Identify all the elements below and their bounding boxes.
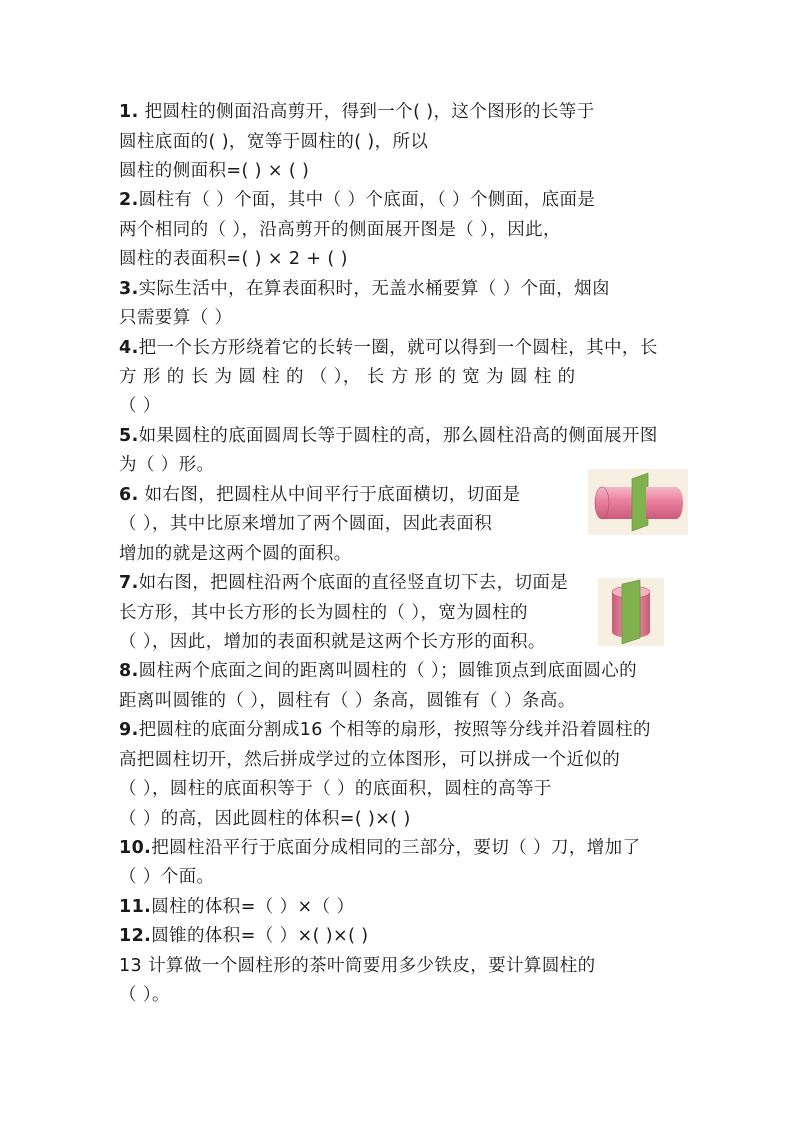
cylinder-vertical-cut-icon <box>598 578 664 646</box>
cylinder-right-half <box>646 487 683 519</box>
question-9-line-2 <box>119 745 620 775</box>
question-text: 把一个长方形绕着它的长转一圈，就可以得到一个圆柱，其中，长 <box>138 338 658 358</box>
question-text: 圆柱的体积=（ ）×（ ） <box>151 897 355 917</box>
question-number: 10. <box>119 838 152 858</box>
question-text: （ ）的高，因此圆柱的体积=( )×( ) <box>119 809 411 829</box>
question-9-line-4 <box>119 804 411 834</box>
question-number: 8. <box>119 661 139 681</box>
question-text: 把圆柱沿平行于底面分成相同的三部分，要切（ ）刀，增加了 <box>151 838 641 858</box>
cut-plane <box>622 580 640 644</box>
question-text: 高把圆柱切开，然后拼成学过的立体图形，可以拼成一个近似的 <box>119 750 621 770</box>
question-6-line-2 <box>119 509 492 539</box>
question-text: （ ） <box>119 396 161 416</box>
question-8-line-1 <box>119 656 637 686</box>
question-7-line-3 <box>119 627 546 657</box>
question-text: （ ），因此，增加的表面积就是这两个长方形的面积。 <box>119 632 546 652</box>
question-text: （ ），其中比原来增加了两个圆面，因此表面积 <box>119 514 493 534</box>
question-5-line-1 <box>119 421 658 451</box>
cylinder-vertical-cut-svg <box>598 578 664 646</box>
question-3-line-2 <box>119 303 232 333</box>
question-9-line-3 <box>119 774 552 804</box>
question-text: 圆柱的侧面积=( ) × ( ) <box>119 161 310 181</box>
question-text: （ ），圆柱的底面积等于（ ）的底面积，圆柱的高等于 <box>119 779 552 799</box>
question-text: 距离叫圆锥的（ ），圆柱有（ ）条高，圆锥有（ ）条高。 <box>119 691 576 711</box>
question-number: 7. <box>119 573 139 593</box>
question-text: 把圆柱的侧面沿高剪开，得到一个( )，这个图形的长等于 <box>138 102 595 122</box>
question-2-line-3 <box>119 244 348 274</box>
question-text: （ ）个面。 <box>119 867 215 887</box>
question-1-line-3 <box>119 156 309 186</box>
question-13-line-2 <box>119 980 170 1010</box>
question-10-line-2 <box>119 862 214 892</box>
question-5-line-2 <box>119 450 214 480</box>
question-text: 圆柱底面的( )，宽等于圆柱的( )，所以 <box>119 132 429 152</box>
question-9-line-1 <box>119 715 651 745</box>
question-number: 6. <box>119 485 139 505</box>
question-text: 圆柱两个底面之间的距离叫圆柱的（ ）；圆锥顶点到底面圆心的 <box>138 661 638 681</box>
question-text: 实际生活中，在算表面积时，无盖水桶要算（ ）个面，烟囱 <box>138 279 610 299</box>
question-text: 如果圆柱的底面圆周长等于圆柱的高，那么圆柱沿高的侧面展开图 <box>138 426 658 446</box>
cylinder-left-half <box>595 487 634 519</box>
question-1-line-1 <box>119 97 595 127</box>
question-6-line-3 <box>119 539 352 569</box>
cylinder-horizontal-cut-icon <box>588 469 688 535</box>
question-text: 13 计算做一个圆柱形的茶叶筒要用多少铁皮，要计算圆柱的 <box>119 956 596 976</box>
question-4-line-3 <box>119 391 161 421</box>
question-number: 9. <box>119 720 139 740</box>
cylinder-horizontal-cut-svg <box>588 469 688 535</box>
question-number: 12. <box>119 926 152 946</box>
question-6-line-1 <box>119 480 521 510</box>
question-number: 11. <box>119 897 152 917</box>
question-text: 方 形 的 长 为 圆 柱 的 （ ）， 长 方 形 的 宽 为 圆 柱 的 <box>119 367 576 387</box>
question-text: 如右图，把圆柱从中间平行于底面横切，切面是 <box>138 485 521 505</box>
question-4-line-2 <box>119 362 576 392</box>
question-text: 把圆柱的底面分割成16 个相等的扇形，按照等分线并沿着圆柱的 <box>138 720 651 740</box>
question-text: 长方形，其中长方形的长为圆柱的（ ），宽为圆柱的 <box>119 603 528 623</box>
question-text: 如右图，把圆柱沿两个底面的直径竖直切下去，切面是 <box>138 573 569 593</box>
question-4-line-1 <box>119 333 658 363</box>
question-11-line-1 <box>119 892 354 922</box>
question-text: 为（ ）形。 <box>119 455 215 475</box>
question-text: 圆柱有（ ）个面，其中（ ）个底面，（ ）个侧面，底面是 <box>138 190 596 210</box>
question-text: 两个相同的（ ），沿高剪开的侧面展开图是（ ），因此， <box>119 220 561 240</box>
question-7-line-1 <box>119 568 568 598</box>
question-text: 只需要算（ ） <box>119 308 233 328</box>
question-text: 圆柱的表面积=( ) × 2 + ( ) <box>119 249 348 269</box>
question-number: 4. <box>119 338 139 358</box>
question-7-line-2 <box>119 598 528 628</box>
question-8-line-2 <box>119 686 576 716</box>
question-text: 圆锥的体积=（ ）×( )×( ) <box>151 926 369 946</box>
question-number: 3. <box>119 279 139 299</box>
question-10-line-1 <box>119 833 640 863</box>
question-3-line-1 <box>119 274 610 304</box>
question-13-line-1 <box>119 951 596 981</box>
cut-plane <box>632 473 648 531</box>
question-2-line-1 <box>119 185 595 215</box>
question-number: 2. <box>119 190 139 210</box>
question-text: 增加的就是这两个圆的面积。 <box>119 544 352 564</box>
question-text: （ ）。 <box>119 985 170 1005</box>
question-1-line-2 <box>119 127 428 157</box>
question-number: 5. <box>119 426 139 446</box>
question-2-line-2 <box>119 215 561 245</box>
question-12-line-1 <box>119 921 369 951</box>
question-number: 1. <box>119 102 139 122</box>
